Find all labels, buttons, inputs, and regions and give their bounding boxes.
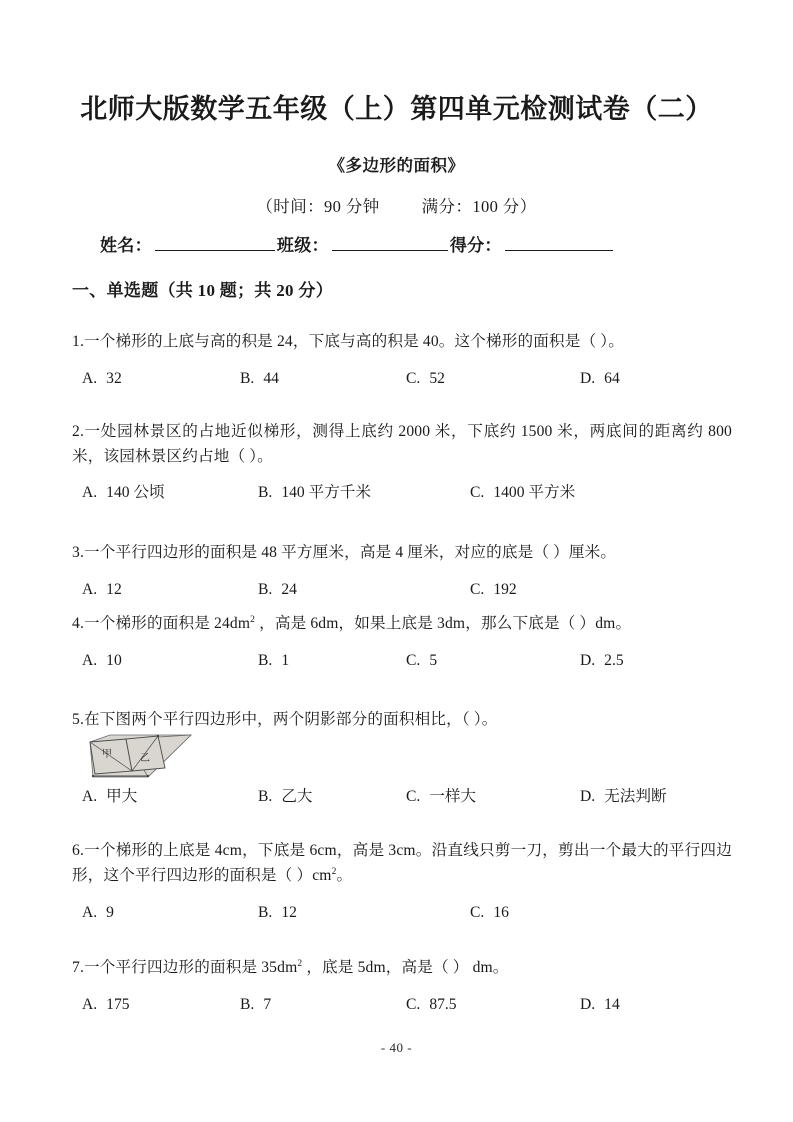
question-3-options	[72, 577, 732, 602]
option-value: 12	[281, 904, 297, 921]
question-1-text	[72, 329, 732, 354]
option-value: 12	[106, 581, 122, 598]
question-6-options	[72, 900, 732, 925]
option-key: A.	[82, 788, 98, 805]
exam-meta	[0, 193, 793, 217]
question-6	[72, 838, 732, 925]
question-3	[72, 540, 732, 602]
question-1-options	[72, 366, 732, 391]
option-key: C.	[406, 996, 421, 1013]
option-key: A.	[82, 581, 98, 598]
question-4-number: 4.	[72, 615, 84, 632]
section-heading-single-choice: 一、单选题（共 10 题；共 20 分）	[72, 281, 333, 300]
option-key: B.	[240, 370, 255, 387]
question-1-option-d[interactable]	[580, 366, 620, 391]
option-value: 10	[106, 652, 122, 669]
question-1-option-b[interactable]	[240, 366, 279, 391]
question-5-option-c[interactable]	[406, 784, 476, 809]
question-1-number: 1.	[72, 333, 84, 350]
question-3-option-a[interactable]	[82, 577, 122, 602]
question-4-option-a[interactable]	[82, 648, 122, 673]
question-6-text	[72, 838, 732, 888]
option-value: 87.5	[429, 996, 457, 1013]
option-key: A.	[82, 904, 98, 921]
question-6-option-b[interactable]	[258, 900, 297, 925]
option-value: 一样大	[429, 788, 477, 805]
option-value: 32	[106, 370, 122, 387]
question-6-option-a[interactable]	[82, 900, 114, 925]
option-key: D.	[580, 652, 596, 669]
option-value: 5	[429, 652, 438, 669]
question-4-text	[72, 611, 732, 636]
question-3-option-c[interactable]	[470, 577, 517, 602]
option-key: A.	[82, 484, 98, 501]
page-title: 北师大版数学五年级（上）第四单元检测试卷（二）	[80, 94, 713, 124]
question-7	[72, 955, 732, 1017]
option-value: 14	[604, 996, 620, 1013]
class-input-blank[interactable]	[332, 235, 448, 251]
question-7-option-b[interactable]	[240, 992, 271, 1017]
name-label: 姓名：	[100, 236, 152, 255]
question-1	[72, 329, 732, 391]
option-value: 甲大	[106, 788, 138, 805]
question-5-body: 在下图两个平行四边形中，两个阴影部分的面积相比，（ ）。	[84, 711, 498, 728]
question-1-body: 一个梯形的上底与高的积是 24，下底与高的积是 40。这个梯形的面积是（ ）。	[84, 333, 624, 350]
question-4-body-part1: 一个梯形的面积是 24dm	[84, 615, 251, 632]
question-3-body: 一个平行四边形的面积是 48 平方厘米，高是 4 厘米，对应的底是（ ）厘米。	[84, 544, 617, 561]
question-2	[72, 419, 732, 505]
option-key: C.	[470, 484, 485, 501]
question-4-option-d[interactable]	[580, 648, 624, 673]
option-key: A.	[82, 996, 98, 1013]
exam-total-score: 满分：100 分）	[421, 197, 537, 216]
option-value: 140 平方千米	[281, 484, 371, 501]
figure-label-jia: 甲	[102, 749, 112, 760]
option-value: 1400 平方米	[493, 484, 576, 501]
question-3-number: 3.	[72, 544, 84, 561]
option-key: C.	[406, 370, 421, 387]
page-subtitle: 《多边形的面积》	[328, 156, 465, 175]
option-value: 192	[493, 581, 517, 598]
option-key: B.	[258, 484, 273, 501]
question-2-option-c[interactable]	[470, 480, 575, 505]
score-label: 得分：	[449, 236, 502, 255]
question-5-text	[72, 707, 732, 732]
question-5-option-d[interactable]	[580, 784, 667, 809]
exam-duration: （时间：90 分钟	[256, 197, 380, 216]
question-6-body-part1: 一个梯形的上底是 4cm，下底是 6cm，高是 3cm。沿直线只剪一刀，剪出一个最大的平行四边形，这个平行四边形的面积是（ ）cm	[72, 842, 732, 884]
question-2-option-a[interactable]	[82, 480, 165, 505]
option-key: A.	[82, 370, 98, 387]
question-7-option-a[interactable]	[82, 992, 130, 1017]
option-key: B.	[258, 652, 273, 669]
option-value: 24	[281, 581, 297, 598]
question-1-option-a[interactable]	[82, 366, 122, 391]
option-key: C.	[406, 788, 421, 805]
option-value: 乙大	[281, 788, 313, 805]
question-7-superscript: 2	[297, 958, 303, 969]
question-7-body-part1: 一个平行四边形的面积是 35dm	[84, 959, 298, 976]
question-6-number: 6.	[72, 842, 84, 859]
question-6-body-part2: 。	[336, 867, 353, 884]
question-4-body-part2: ，高是 6dm，如果上底是 3dm，那么下底是（ ）dm。	[255, 615, 632, 632]
class-label: 班级：	[276, 236, 329, 255]
question-4-option-c[interactable]	[406, 648, 437, 673]
option-value: 44	[263, 370, 279, 387]
question-7-text	[72, 955, 732, 980]
question-6-superscript: 2	[331, 866, 337, 877]
question-5-option-b[interactable]	[258, 784, 313, 809]
option-key: D.	[580, 788, 596, 805]
question-5-options	[72, 784, 732, 809]
option-key: C.	[470, 904, 485, 921]
option-key: C.	[406, 652, 421, 669]
option-key: B.	[258, 788, 273, 805]
option-key: A.	[82, 652, 98, 669]
option-value: 16	[493, 904, 509, 921]
option-key: B.	[258, 581, 273, 598]
question-4-option-b[interactable]	[258, 648, 289, 673]
question-7-option-d[interactable]	[580, 992, 620, 1017]
option-value: 52	[429, 370, 445, 387]
figure-label-yi: 乙	[140, 753, 150, 764]
student-info-line	[100, 231, 740, 256]
option-key: D.	[580, 370, 596, 387]
option-value: 175	[106, 996, 130, 1013]
question-5	[72, 707, 732, 732]
question-6-option-c[interactable]	[470, 900, 509, 925]
option-value: 2.5	[604, 652, 624, 669]
option-value: 7	[263, 996, 272, 1013]
score-input-blank[interactable]	[505, 235, 613, 251]
option-value: 无法判断	[604, 788, 667, 805]
question-3-text	[72, 540, 732, 565]
question-2-body: 一处园林景区的占地近似梯形，测得上底约 2000 米，下底约 1500 米，两底间的距离约 800 米，该园林景区约占地（ ）。	[72, 423, 732, 465]
question-3-option-b[interactable]	[258, 577, 297, 602]
option-value: 140 公顷	[106, 484, 165, 501]
question-7-option-c[interactable]	[406, 992, 457, 1017]
option-value: 1	[281, 652, 290, 669]
question-4-superscript: 2	[250, 614, 256, 625]
question-4	[72, 611, 732, 673]
option-value: 9	[106, 904, 114, 921]
option-key: C.	[470, 581, 485, 598]
option-key: B.	[240, 996, 255, 1013]
question-2-option-b[interactable]	[258, 480, 371, 505]
name-input-blank[interactable]	[155, 235, 275, 251]
question-5-number: 5.	[72, 711, 84, 728]
question-2-number: 2.	[72, 423, 84, 440]
question-1-option-c[interactable]	[406, 366, 445, 391]
option-value: 64	[604, 370, 620, 387]
option-key: D.	[580, 996, 596, 1013]
question-5-figure-parallelograms	[88, 733, 193, 779]
page-number-footer: - 40 -	[380, 1040, 413, 1055]
question-2-text	[72, 419, 732, 469]
question-7-options	[72, 992, 732, 1017]
option-key: B.	[258, 904, 273, 921]
question-2-options	[72, 480, 732, 505]
question-5-option-a[interactable]	[82, 784, 137, 809]
question-4-options	[72, 648, 732, 673]
question-7-body-part2: ，底是 5dm，高是（ ） dm。	[302, 959, 509, 976]
question-7-number: 7.	[72, 959, 84, 976]
